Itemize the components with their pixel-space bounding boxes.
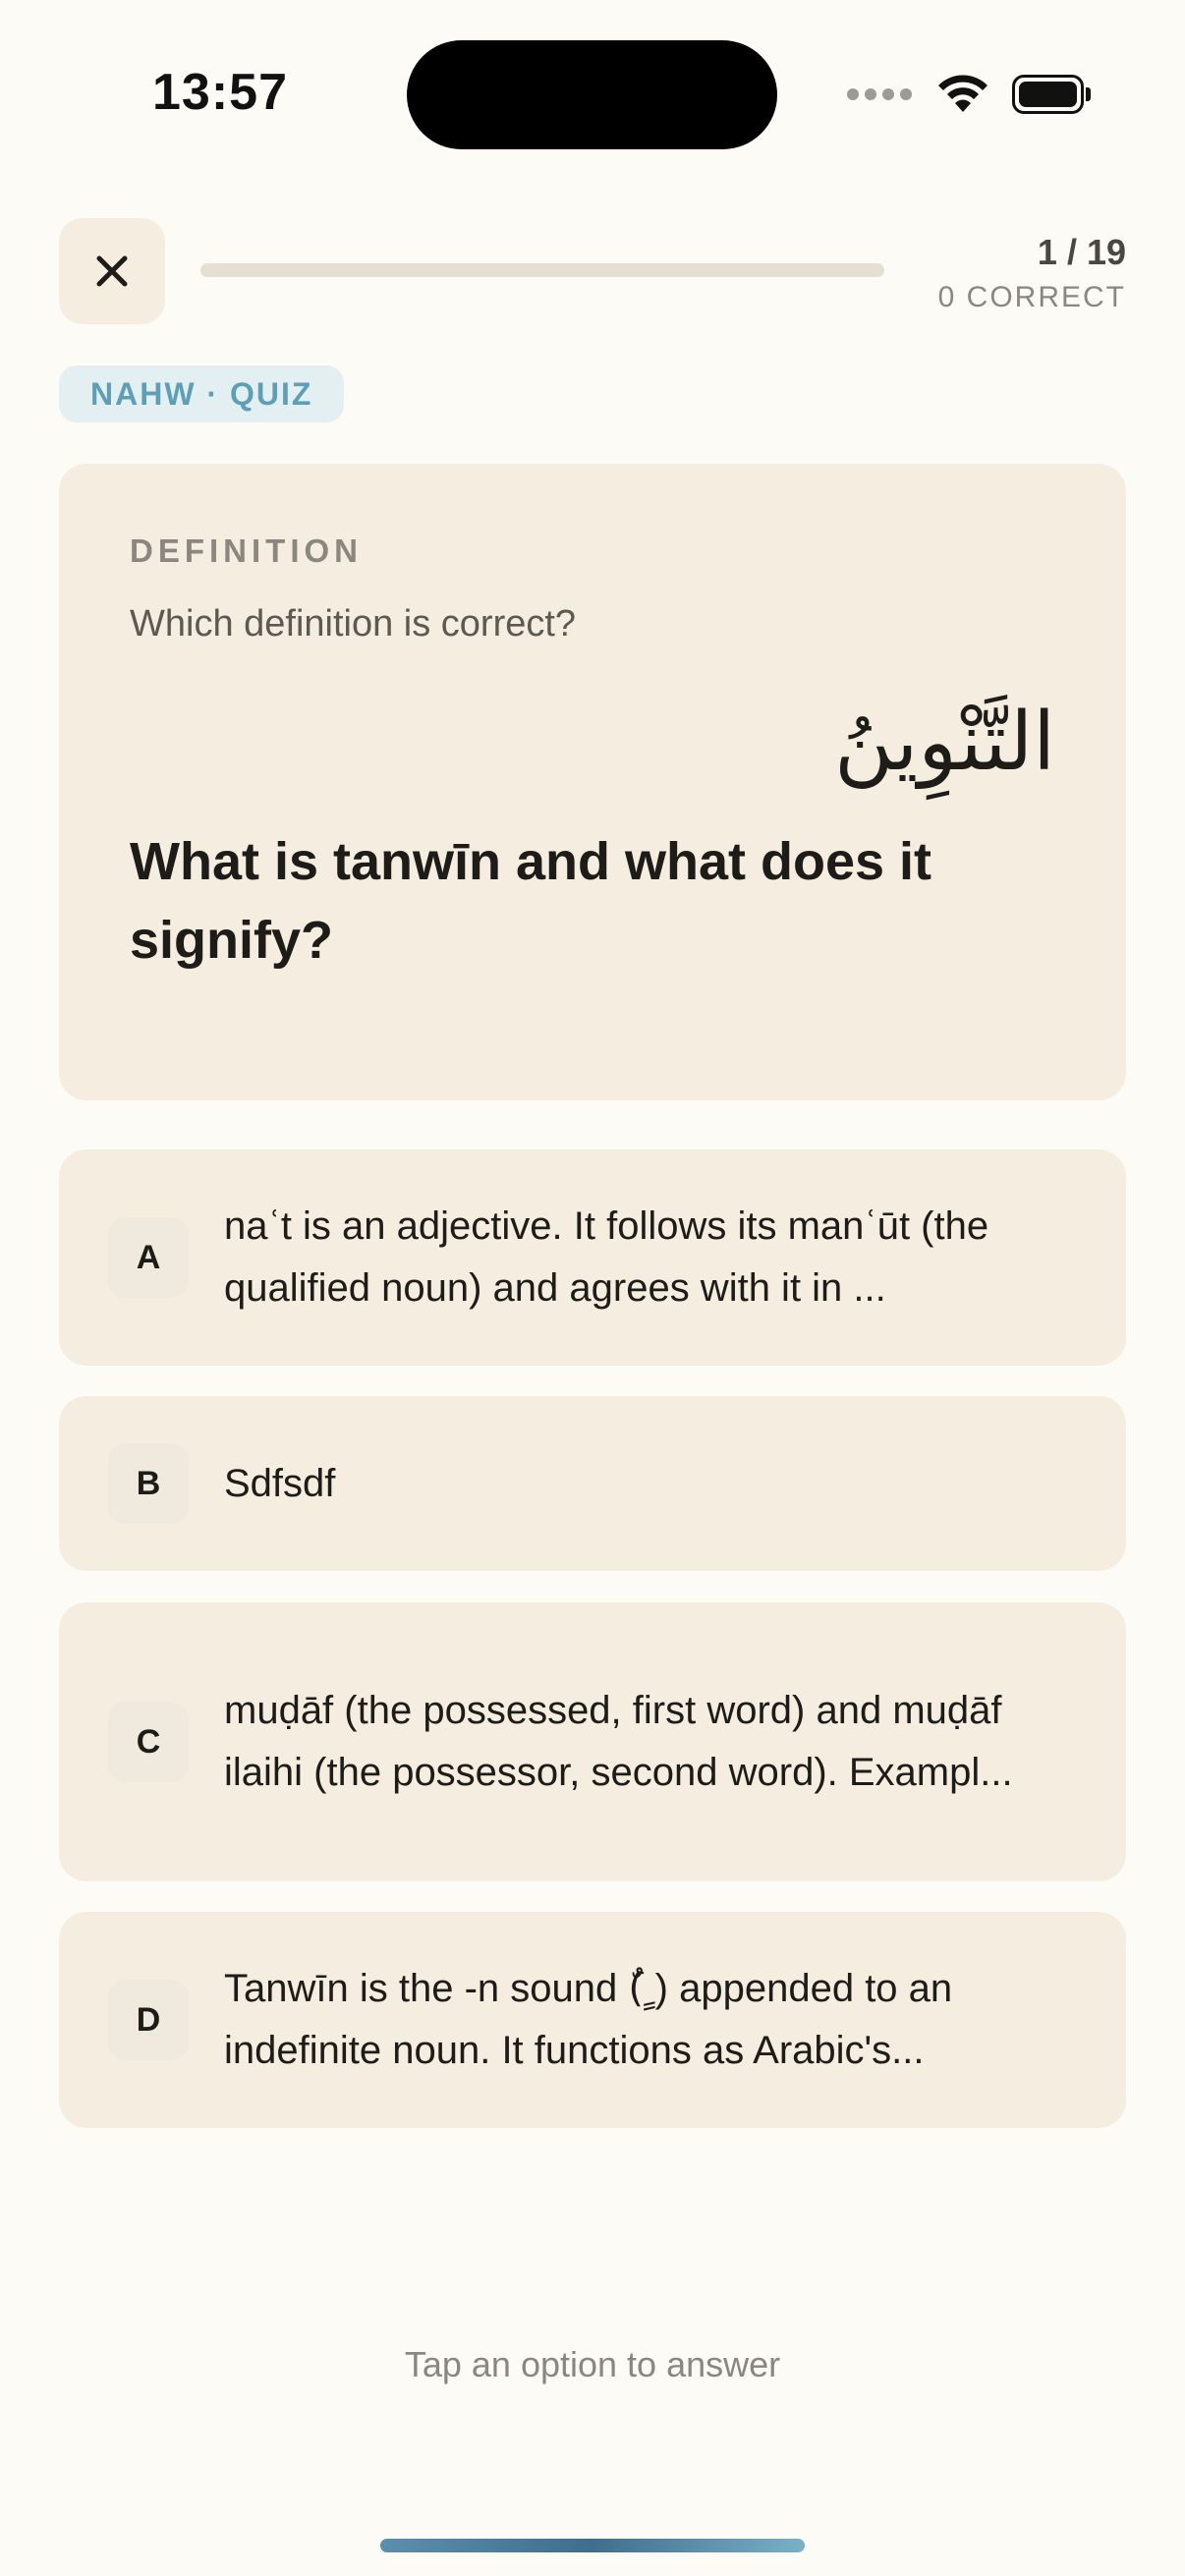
option-text: Tanwīn is the -n sound (ٌ ٍ) appended to an indefinite noun. It functions as Arabic's... <box>224 1967 953 2072</box>
category-badge: NAHW · QUIZ <box>59 365 344 422</box>
question-type: DEFINITION <box>130 532 363 569</box>
status-icons <box>847 73 1091 116</box>
option-c-button[interactable] <box>59 1602 1126 1881</box>
cellular-signal-icon <box>847 88 912 100</box>
quiz-progress-bar <box>200 263 884 277</box>
answer-hint: Tap an option to answer <box>404 2344 781 2384</box>
question-text: What is tanwīn and what does it signify? <box>130 832 932 971</box>
option-letter: A <box>108 1217 189 1298</box>
option-d-button[interactable] <box>59 1912 1126 2128</box>
option-text: Sdfsdf <box>224 1461 336 1505</box>
option-b-button[interactable] <box>59 1396 1126 1571</box>
option-letter: D <box>108 1980 189 2060</box>
arabic-term: التَّنْوِينُ <box>834 696 1055 789</box>
close-button[interactable] <box>59 218 165 324</box>
option-text: muḍāf (the possessed, first word) and muḍāf ilaihi (the possessor, second word). Exampl... <box>224 1689 1013 1794</box>
close-icon <box>94 253 130 289</box>
wifi-icon <box>935 73 990 116</box>
option-letter: B <box>108 1443 189 1524</box>
home-indicator[interactable] <box>380 2539 805 2552</box>
question-prompt: Which definition is correct? <box>130 603 577 644</box>
question-card <box>59 464 1126 1100</box>
dynamic-island <box>407 40 777 149</box>
option-letter: C <box>108 1702 189 1782</box>
option-a-button[interactable] <box>59 1149 1126 1366</box>
question-counter: 1 / 19 <box>1037 232 1126 272</box>
status-time: 13:57 <box>152 64 288 121</box>
correct-count: 0 CORRECT <box>937 281 1126 313</box>
battery-icon <box>1012 75 1091 114</box>
option-text: naʿt is an adjective. It follows its manʿūt (the qualified noun) and agrees with it in ... <box>224 1204 989 1310</box>
